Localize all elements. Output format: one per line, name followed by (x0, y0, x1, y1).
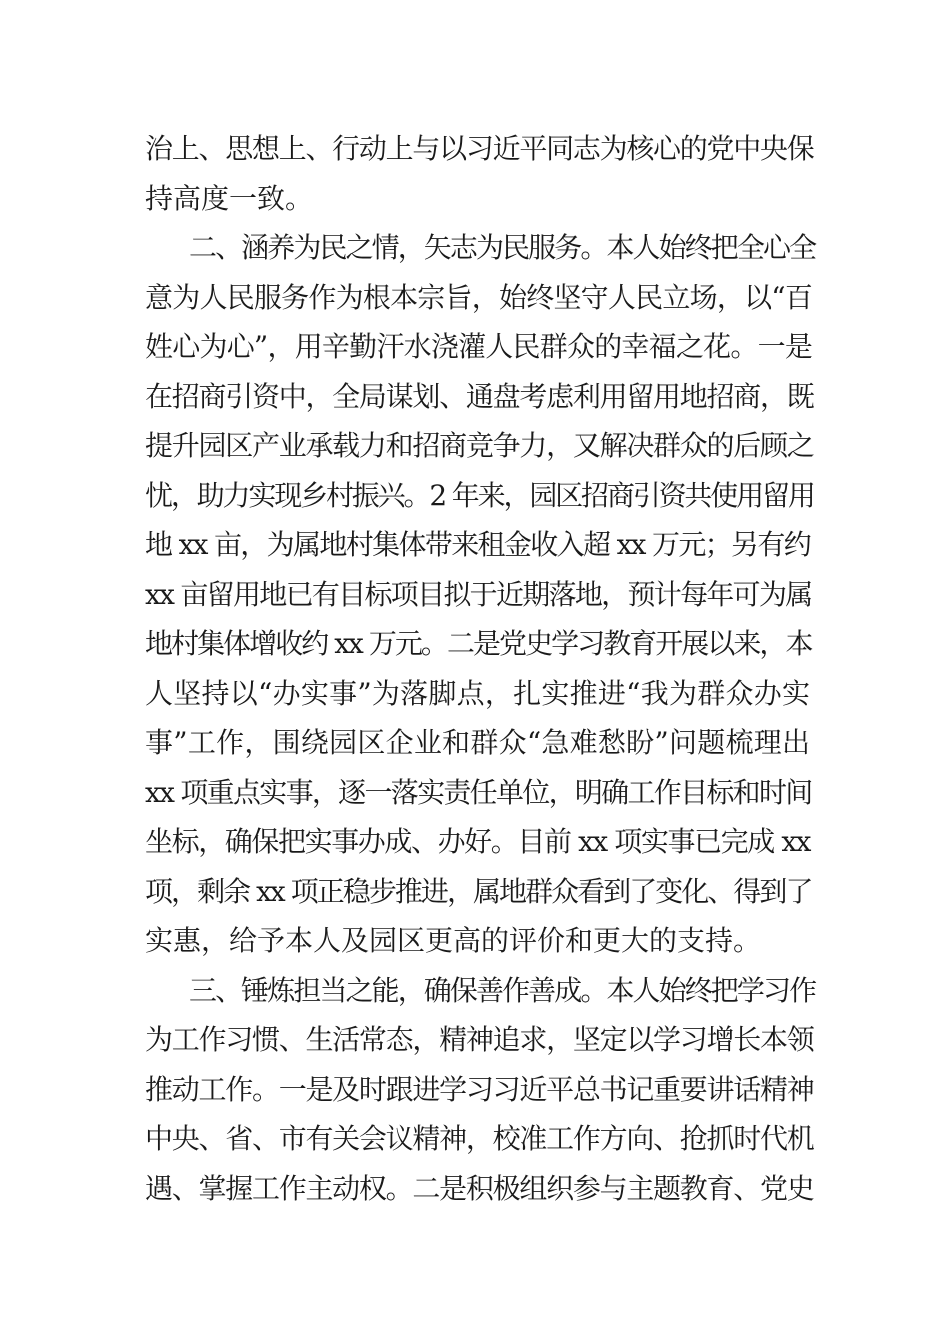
text-line: 人坚持以“办实事”为落脚点，扎实推进“我为群众办实 (145, 676, 810, 710)
paragraph-p2 (145, 223, 816, 966)
paragraph-p1 (145, 124, 814, 223)
text-line: 坐标，确保把实事办成、办好。目前 xx 项实事已完成 xx (145, 825, 810, 858)
text-line: 意为人民服务作为根本宗旨，始终坚守人民立场，以“百 (145, 280, 813, 314)
text-line: 事”工作，围绕园区企业和群众“急难愁盼”问题梳理出 (145, 726, 810, 759)
text-line: xx 亩留用地已有目标项目拟于近期落地，预计每年可为属 (145, 577, 812, 611)
text-line: 地村集体增收约 xx 万元。二是党史学习教育开展以来，本 (145, 627, 812, 660)
text-line: 持高度一致。 (145, 181, 314, 215)
text-line: xx 项重点实事，逐一落实责任单位，明确工作目标和时间 (145, 775, 812, 809)
document-body (145, 124, 816, 1213)
text-line: 为工作习惯、生活常态，精神追求，坚定以学习增长本领 (145, 1023, 814, 1056)
text-line: 治上、思想上、行动上与以习近平同志为核心的党中央保 (145, 132, 814, 165)
text-line: 实惠，给予本人及园区更高的评价和更大的支持。 (145, 924, 762, 957)
paragraph-p3 (145, 966, 816, 1214)
text-line: 遇、掌握工作主动权。二是积极组织参与主题教育、党史 (145, 1171, 814, 1205)
text-line: 三、锤炼担当之能，确保善作善成。本人始终把学习作 (189, 973, 816, 1007)
text-line: 推动工作。一是及时跟进学习习近平总书记重要讲话精神 (145, 1072, 814, 1106)
text-line: 提升园区产业承载力和招商竞争力，又解决群众的后顾之 (145, 429, 814, 462)
text-line: 二、涵养为民之情，矢志为民服务。本人始终把全心全 (189, 231, 816, 264)
text-line: 地 xx 亩，为属地村集体带来租金收入超 xx 万元；另有约 (145, 528, 810, 561)
text-line: 中央、省、市有关会议精神，校准工作方向、抢抓时代机 (145, 1122, 814, 1155)
text-line: 项，剩余 xx 项正稳步推进，属地群众看到了变化、得到了 (145, 874, 812, 908)
text-line: 姓心为心”，用辛勤汗水浇灌人民群众的幸福之花。一是 (145, 330, 813, 363)
text-line: 在招商引资中，全局谋划、通盘考虑利用留用地招商，既 (145, 379, 814, 413)
text-line: 忧，助力实现乡村振兴。2 年来，园区招商引资共使用留用 (145, 478, 814, 512)
